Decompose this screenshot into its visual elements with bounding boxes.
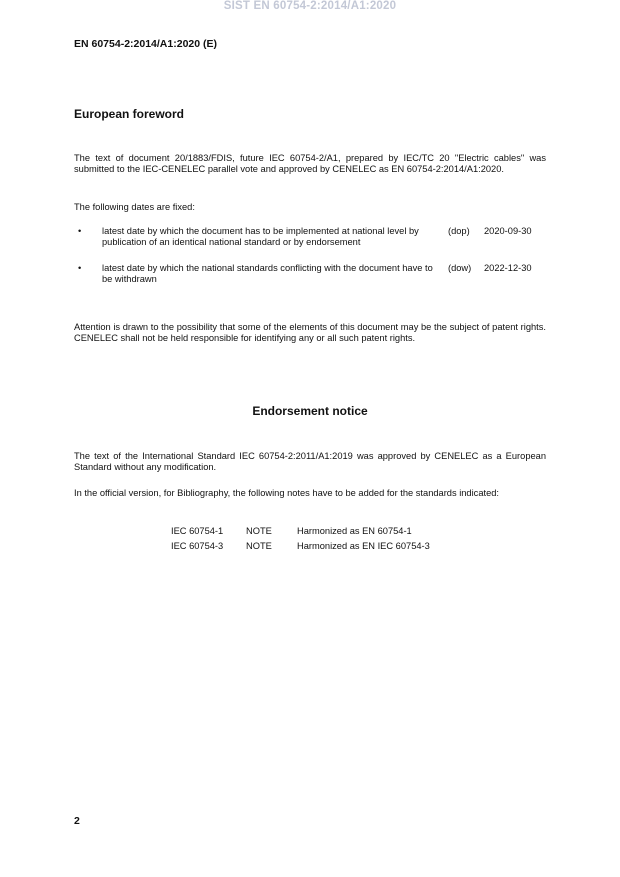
bullet-icon: • bbox=[78, 226, 82, 236]
dates-intro: The following dates are fixed: bbox=[74, 202, 195, 212]
document-id-header: EN 60754-2:2014/A1:2020 (E) bbox=[74, 38, 218, 50]
page-number: 2 bbox=[74, 815, 80, 827]
note-label: NOTE bbox=[246, 526, 272, 536]
date-item-code: (dow) bbox=[448, 263, 472, 273]
date-item-text: latest date by which the national standards conflicting with the document have to be withdrawn bbox=[102, 263, 433, 284]
attention-paragraph: Attention is drawn to the possibility that some of the elements of this document may be the subject of patent rights. CENELEC shall not be held responsible for identifying any or all such patent rights. bbox=[74, 322, 546, 343]
date-item-code: (dop) bbox=[448, 226, 470, 236]
bibliography-intro: In the official version, for Bibliography, the following notes have to be added for the standards indicated: bbox=[74, 488, 499, 498]
endorsement-paragraph: The text of the International Standard IEC 60754-2:2011/A1:2019 was approved by CENELEC as a European Standard without any modification. bbox=[74, 451, 546, 472]
note-standard: IEC 60754-3 bbox=[171, 541, 224, 551]
date-item-date: 2020-09-30 bbox=[484, 226, 532, 236]
section-heading-european-foreword: European foreword bbox=[74, 107, 185, 121]
date-item-dow bbox=[74, 263, 546, 289]
foreword-paragraph: The text of document 20/1883/FDIS, future IEC 60754-2/A1, prepared by IEC/TC 20 "Electric cables" was submitted to the IEC-CENELEC parallel vote and approved by CENELEC as EN 60754-2:2014/A1:2020. bbox=[74, 153, 546, 174]
note-label: NOTE bbox=[246, 541, 272, 551]
bullet-icon: • bbox=[78, 263, 82, 273]
section-heading-endorsement-notice: Endorsement notice bbox=[252, 404, 368, 418]
note-standard: IEC 60754-1 bbox=[171, 526, 224, 536]
watermark: SIST EN 60754-2:2014/A1:2020 bbox=[223, 0, 397, 12]
note-text: Harmonized as EN IEC 60754-3 bbox=[297, 541, 430, 551]
date-item-dop bbox=[74, 226, 546, 252]
date-item-date: 2022-12-30 bbox=[484, 263, 532, 273]
date-item-text: latest date by which the document has to be implemented at national level by publication of an identical national standard or by endorsement bbox=[102, 226, 419, 247]
note-text: Harmonized as EN 60754-1 bbox=[297, 526, 412, 536]
